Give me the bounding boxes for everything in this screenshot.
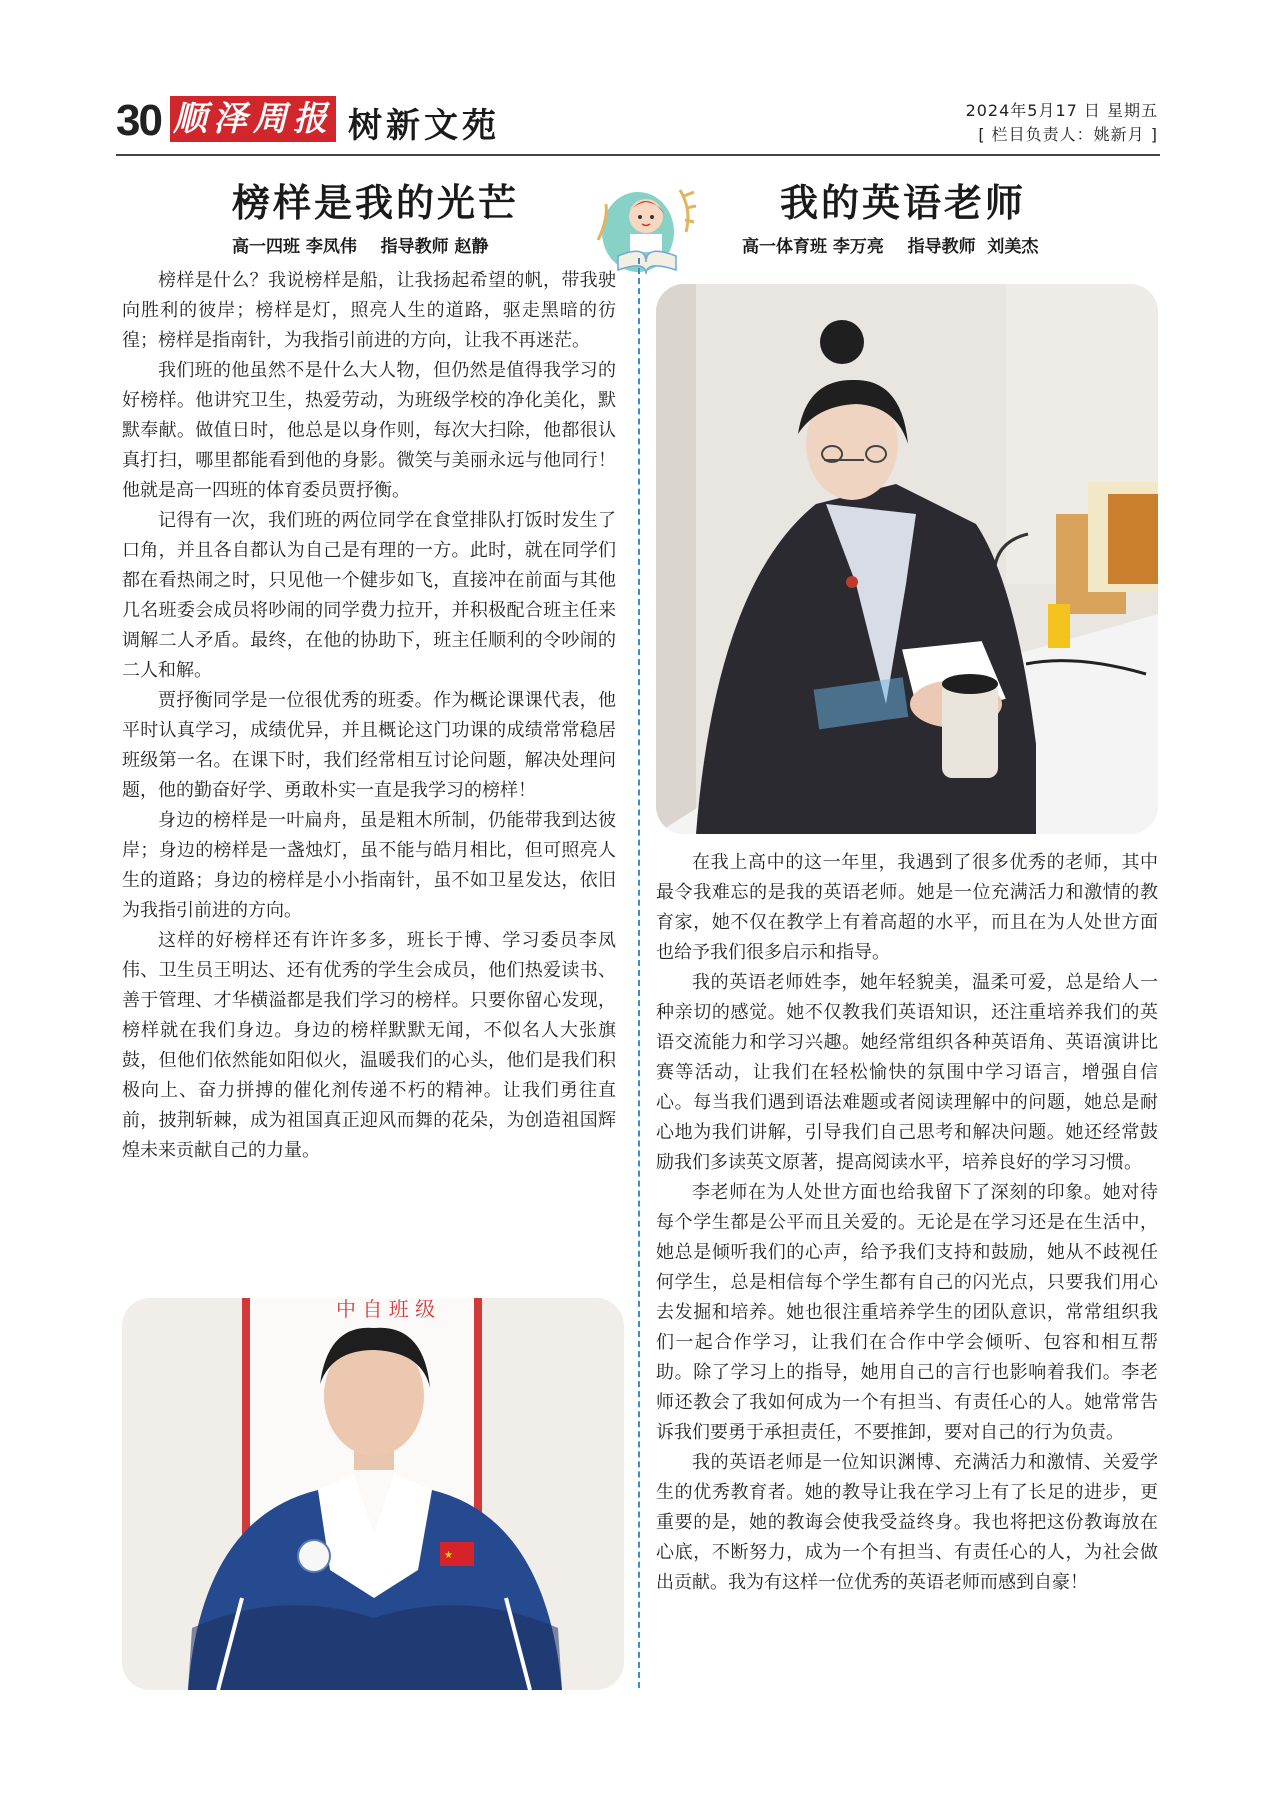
paragraph: 我们班的他虽然不是什么大人物，但仍然是值得我学习的好榜样。他讲究卫生，热爱劳动，为班级学校的净化美化，默默奉献。做值日时，他总是以身作则，每次大扫除，他都很认真打扫，哪里都能看到他的身影。微笑与美丽永远与他同行！他就是高一四班的体育委员贾抒衡。 — [122, 360, 616, 501]
wall-sign-text: 中 自 班 级 — [336, 1298, 436, 1321]
paragraph: 我的英语老师姓李，她年轻貌美，温柔可爱，总是给人一种亲切的感觉。她不仅教我们英语知识，还注重培养我们的英语交流能力和学习兴趣。她经常组织各种英语角、英语演讲比赛等活动，让我们在轻松愉快的氛围中学习语言，增强自信心。每当我们遇到语法难题或者阅读理解中的问题，她总是耐心地为我们讲解，引导我们自己思考和解决问题。她还经常鼓励我们多读英文原著，提高阅读水平，培养良好的学习习惯。 — [656, 972, 1158, 1173]
paragraph: 我的英语老师是一位知识渊博、充满活力和激情、关爱学生的优秀教育者。她的教导让我在学习上有了长足的进步，更重要的是，她的教诲会使我受益终身。我也将把这份教诲放在心底，不断努力，成为一个有担当、有责任心的人，为社会做出贡献。我为有这样一位优秀的英语老师而感到自豪！ — [656, 1452, 1158, 1593]
student-photo — [122, 1298, 624, 1690]
svg-text:★: ★ — [444, 1550, 453, 1561]
teacher-photo — [656, 284, 1158, 834]
header-rule — [116, 154, 1160, 156]
paragraph: 榜样是什么？我说榜样是船，让我扬起希望的帆，带我驶向胜利的彼岸；榜样是灯，照亮人生的道路，驱走黑暗的彷徨；榜样是指南针，为我指引前进的方向，让我不再迷茫。 — [122, 270, 616, 351]
page-number: 30 — [116, 96, 161, 145]
left-article-byline: 高一四班 李凤伟 指导教师 赵静 — [232, 237, 489, 257]
paragraph: 在我上高中的这一年里，我遇到了很多优秀的老师，其中最令我难忘的是我的英语老师。她是一位充满活力和激情的教育家，她不仅在教学上有着高超的水平，而且在为人处世方面也给予我们很多启示和指导。 — [656, 852, 1158, 963]
newspaper-masthead: 顺泽周报 — [170, 96, 336, 142]
right-article-byline: 高一体育班 李万亮 指导教师 刘美杰 — [742, 237, 1039, 257]
paragraph: 这样的好榜样还有许许多多，班长于博、学习委员李凤伟、卫生员王明达、还有优秀的学生会成员，他们热爱读书、善于管理、才华横溢都是我们学习的榜样。只要你留心发现，榜样就在我们身边。身边的榜样默默无闻，不似名人大张旗鼓，但他们依然能如阳似火，温暖我们的心头，他们是我们积极向上、奋力拼搏的催化剂传递不朽的精神。让我们勇往直前，披荆斩棘，成为祖国真正迎风而舞的花朵，为创造祖国辉煌未来贡献自己的力量。 — [122, 930, 616, 1161]
left-article-body — [122, 266, 616, 1166]
paragraph: 贾抒衡同学是一位很优秀的班委。作为概论课课代表，他平时认真学习，成绩优异，并且概论这门功课的成绩常常稳居班级第一名。在课下时，我们经常相互讨论问题，解决处理问题，他的勤奋好学、勇敢朴实一直是我学习的榜样！ — [122, 690, 616, 801]
column-divider — [638, 258, 640, 1688]
section-title: 树新文苑 — [348, 106, 500, 146]
right-article-body — [656, 848, 1158, 1598]
issue-date: 2024年5月17 日 星期五 — [965, 101, 1158, 120]
column-editor: [ 栏目负责人：姚新月 ] — [978, 125, 1158, 144]
paragraph: 身边的榜样是一叶扁舟，虽是粗木所制，仍能带我到达彼岸；身边的榜样是一盏烛灯，虽不能与皓月相比，但可照亮人生的道路；身边的榜样是小小指南针，虽不如卫星发达，依旧为我指引前进的方向。 — [122, 810, 616, 921]
left-article-title: 榜样是我的光芒 — [232, 181, 520, 225]
paragraph: 记得有一次，我们班的两位同学在食堂排队打饭时发生了口角，并且各自都认为自己是有理的一方。此时，就在同学们都在看热闹之时，只见他一个健步如飞，直接冲在前面与其他几名班委会成员将吵闹的同学费力拉开，并积极配合班主任来调解二人矛盾。最终，在他的协助下，班主任顺利的令吵闹的二人和解。 — [122, 510, 616, 681]
paragraph: 李老师在为人处世方面也给我留下了深刻的印象。她对待每个学生都是公平而且关爱的。无论是在学习还是在生活中，她总是倾听我们的心声，给予我们支持和鼓励，她从不歧视任何学生，总是相信每个学生都有自己的闪光点，只要我们用心去发掘和培养。她也很注重培养学生的团队意识，常常组织我们一起合作学习，让我们在合作中学会倾听、包容和相互帮助。除了学习上的指导，她用自己的言行也影响着我们。李老师还教会了我如何成为一个有担当、有责任心的人。她常常告诉我们要勇于承担责任，不要推卸，要对自己的行为负责。 — [656, 1182, 1158, 1443]
right-article-title: 我的英语老师 — [780, 181, 1027, 225]
